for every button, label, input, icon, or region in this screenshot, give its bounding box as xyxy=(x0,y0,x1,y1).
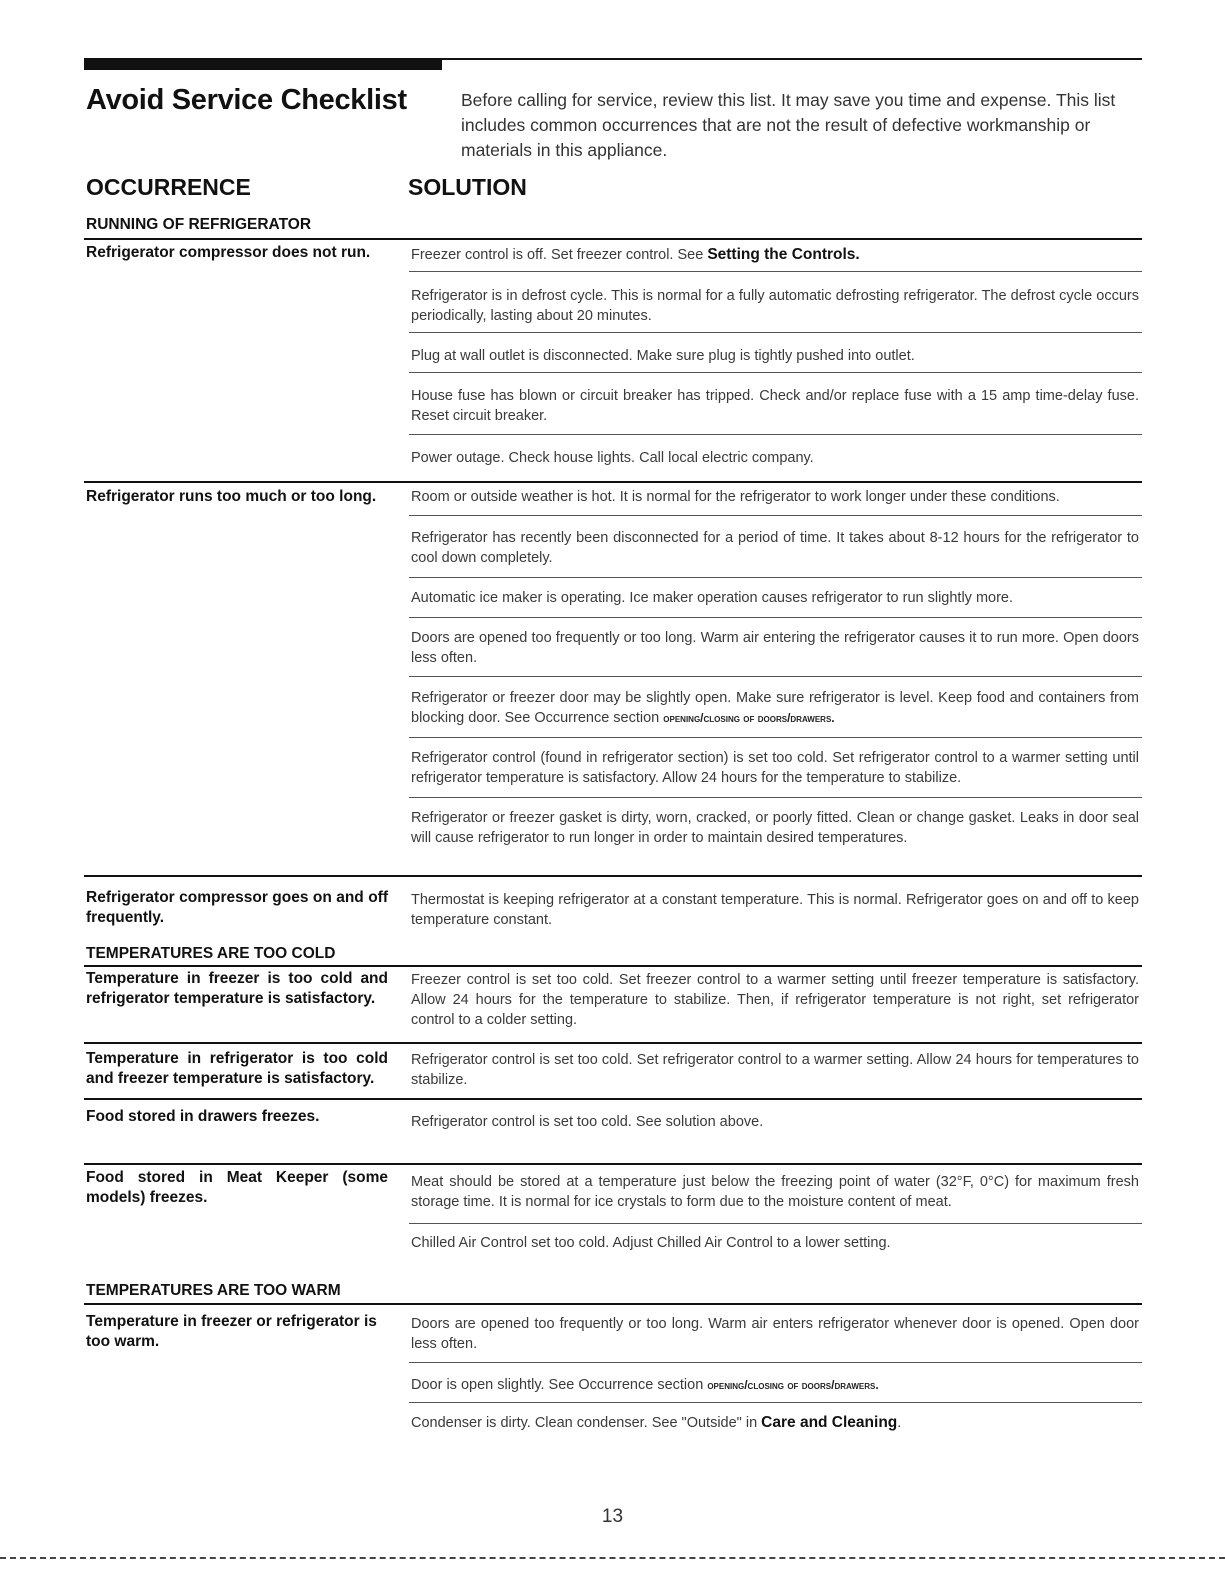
solution-divider xyxy=(409,1223,1142,1224)
solution-divider xyxy=(409,515,1142,516)
section-too-cold: TEMPERATURES ARE TOO COLD xyxy=(86,945,336,962)
solution-divider xyxy=(409,617,1142,618)
section-rule xyxy=(84,238,1142,240)
occurrence-on-off-frequently: Refrigerator compressor goes on and off frequently. xyxy=(86,889,388,926)
occurrence-rule xyxy=(84,1042,1142,1044)
occurrence-rule xyxy=(84,481,1142,483)
xref-opening-closing: opening/closing of doors/drawers. xyxy=(663,711,835,725)
solution-text: Condenser is dirty. Clean condenser. See "Outside" in xyxy=(411,1415,762,1431)
solution-see-above: Refrigerator control is set too cold. See solution above. xyxy=(411,1114,764,1130)
solution-text-end: . xyxy=(897,1415,902,1431)
solution-weather-hot: Room or outside weather is hot. It is normal for the refrigerator to work longer under these conditions. xyxy=(411,489,1060,505)
section-running: RUNNING OF REFRIGERATOR xyxy=(86,216,312,233)
solution-divider xyxy=(409,577,1142,578)
solution-text: Refrigerator or freezer door may be slightly open. Make sure refrigerator is level. Keep food and containers from blocking door. See Occurrence section xyxy=(411,690,1139,726)
solution-thermostat: Thermostat is keeping refrigerator at a constant temperature. This is normal. Refrigerator goes on and off to keep temperature constant. xyxy=(411,892,1139,928)
section-rule xyxy=(84,965,1142,967)
solution-plug-disconnected: Plug at wall outlet is disconnected. Make sure plug is tightly pushed into outlet. xyxy=(411,348,915,364)
solution-divider xyxy=(409,434,1142,435)
solution-door-slightly-open xyxy=(411,688,1139,728)
solution-divider xyxy=(409,737,1142,738)
occurrence-too-warm: Temperature in freezer or refrigerator is too warm. xyxy=(86,1313,377,1350)
solution-ice-maker: Automatic ice maker is operating. Ice maker operation causes refrigerator to run slightly more. xyxy=(411,590,1014,606)
occurrence-refrigerator-too-cold: Temperature in refrigerator is too cold and freezer temperature is satisfactory. xyxy=(86,1050,388,1087)
solution-control-too-cold: Refrigerator control (found in refrigerator section) is set too cold. Set refrigerator control to a warmer setting until refrigerator temperature is satisfactory. Allow 24 hours for the temperature to stabilize. xyxy=(411,750,1139,786)
solution-column-heading: SOLUTION xyxy=(408,174,527,200)
solution-freezer-control-off xyxy=(411,245,1139,265)
xref-care-cleaning: Care and Cleaning xyxy=(761,1414,898,1431)
solution-doors-opened-warm: Doors are opened too frequently or too long. Warm air enters refrigerator whenever door is opened. Open door less often. xyxy=(411,1316,1139,1352)
solution-condenser-dirty xyxy=(411,1413,1139,1433)
solution-text: Door is open slightly. See Occurrence section xyxy=(411,1377,708,1393)
solution-divider xyxy=(409,676,1142,677)
occurrence-column-heading: OCCURRENCE xyxy=(86,174,251,200)
xref-setting-controls: Setting the Controls. xyxy=(707,246,860,263)
solution-chilled-air-control: Chilled Air Control set too cold. Adjust Chilled Air Control to a lower setting. xyxy=(411,1235,891,1251)
solution-divider xyxy=(409,1362,1142,1363)
solution-refrigerator-control-cold: Refrigerator control is set too cold. Set refrigerator control to a warmer setting. Allow 24 hours for temperatures to stabilize. xyxy=(411,1052,1139,1088)
occurrence-rule xyxy=(84,1098,1142,1100)
solution-divider xyxy=(409,1402,1142,1403)
xref-opening-closing: opening/closing of doors/drawers. xyxy=(707,1378,879,1392)
page-title: Avoid Service Checklist xyxy=(86,84,407,116)
occurrence-meat-keeper-freezes: Food stored in Meat Keeper (some models) freezes. xyxy=(86,1169,388,1206)
solution-divider xyxy=(409,797,1142,798)
solution-meat-storage: Meat should be stored at a temperature just below the freezing point of water (32°F, 0°C) for maximum fresh storage time. It is normal for ice crystals to form due to the moisture content of meat. xyxy=(411,1174,1139,1210)
solution-divider xyxy=(409,271,1142,272)
solution-freezer-control-cold: Freezer control is set too cold. Set freezer control to a warmer setting until freezer temperature is satisfactory. Allow 24 hours for the temperature to stabilize. Then, if refrigerator temperature is not right, set refrigerator control to a colder setting. xyxy=(411,972,1139,1028)
solution-text: Freezer control is off. Set freezer control. See xyxy=(411,247,708,263)
solution-fuse-blown: House fuse has blown or circuit breaker has tripped. Check and/or replace fuse with a 15 amp time-delay fuse. Reset circuit breaker. xyxy=(411,388,1139,424)
solution-defrost-cycle: Refrigerator is in defrost cycle. This is normal for a fully automatic defrosting refrigerator. The defrost cycle occurs periodically, lasting about 20 minutes. xyxy=(411,288,1139,324)
header-rule-accent xyxy=(84,58,442,70)
occurrence-drawers-freeze: Food stored in drawers freezes. xyxy=(86,1108,320,1125)
solution-gasket: Refrigerator or freezer gasket is dirty, worn, cracked, or poorly fitted. Clean or change gasket. Leaks in door seal will cause refrigerator to run longer in order to maintain desired temperatures. xyxy=(411,810,1139,846)
page-bottom-edge xyxy=(0,1557,1225,1559)
occurrence-runs-too-much: Refrigerator runs too much or too long. xyxy=(86,488,377,505)
solution-recently-disconnected: Refrigerator has recently been disconnected for a period of time. It takes about 8-12 hours for the refrigerator to cool down completely. xyxy=(411,530,1139,566)
section-rule xyxy=(84,1303,1142,1305)
occurrence-compressor-not-run: Refrigerator compressor does not run. xyxy=(86,244,371,261)
section-too-warm: TEMPERATURES ARE TOO WARM xyxy=(86,1282,341,1299)
intro-text: Before calling for service, review this list. It may save you time and expense. This list includes common occurrences that are not the result of defective workmanship or materials in this appliance. xyxy=(461,90,1116,160)
occurrence-rule xyxy=(84,875,1142,877)
solution-doors-opened: Doors are opened too frequently or too long. Warm air entering the refrigerator causes it to run more. Open doors less often. xyxy=(411,630,1139,666)
solution-divider xyxy=(409,332,1142,333)
occurrence-freezer-too-cold: Temperature in freezer is too cold and refrigerator temperature is satisfactory. xyxy=(86,970,388,1007)
page-number: 13 xyxy=(601,1506,624,1527)
solution-power-outage: Power outage. Check house lights. Call local electric company. xyxy=(411,450,814,466)
solution-divider xyxy=(409,372,1142,373)
solution-door-open-slightly xyxy=(411,1375,1139,1395)
occurrence-rule xyxy=(84,1163,1142,1165)
